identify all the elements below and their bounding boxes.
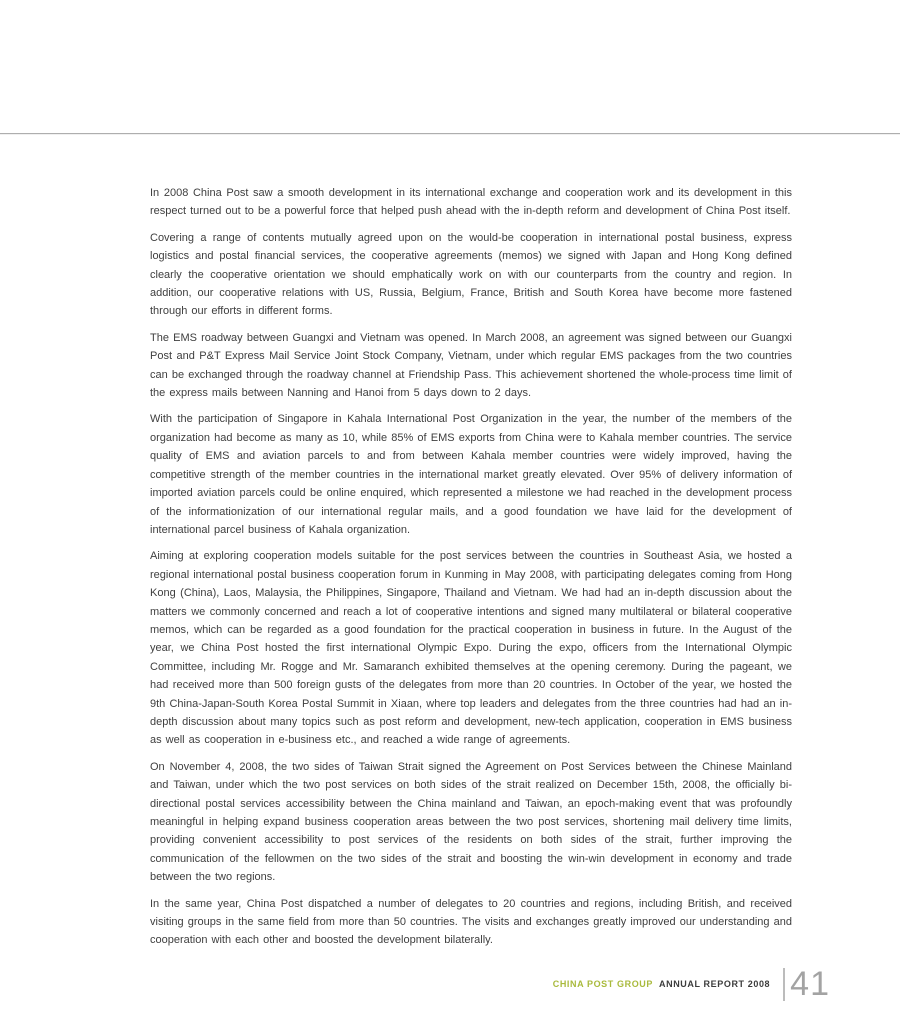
page-footer <box>553 967 830 1001</box>
paragraph-cooperative-agreements: Covering a range of contents mutually agreed upon on the would-be cooperation in international postal business, express logistics and postal financial services, the cooperative agreements (memos) we signed with Japan and Hong Kong defined clearly the cooperative orientation we should emphatically work on with our counterparts from the country and region. In addition, our cooperative relations with US, Russia, Belgium, France, British and South Korea have become more fastened through our efforts in different forms. <box>150 231 792 318</box>
paragraph-kahala-organization: With the participation of Singapore in Kahala International Post Organization in the year, the number of the members of the organization had become as many as 10, while 85% of EMS exports from China were to Kahala member countries. The service quality of EMS and aviation parcels to and from between Kahala member countries were widely improved, having the competitive strength of the member countries in the international market greatly elevated. Over 95% of delivery information of imported aviation parcels could be online enquired, which represented a milestone we had reached in the development process of the informationization of our international regular mails, and a good foundation we have laid for the development of international parcel business of Kahala organization. <box>150 413 792 536</box>
footer-brand: CHINA POST GROUP <box>552 979 653 989</box>
footer-divider <box>783 968 785 1001</box>
paragraph-taiwan-agreement: On November 4, 2008, the two sides of Taiwan Strait signed the Agreement on Post Services between the Chinese Mainland and Taiwan, under which the two post services on both sides of the strait realized on December 15th, 2008, the officially bi-directional postal services accessibility between the China mainland and Taiwan, an epoch-making event that was profoundly meaningful in helping expand business cooperation areas between the two post services, shortening mail delivery time limits, providing convenient accessibility to post services of the residents on both sides of the strait, further improving the communication of the fellowmen on the two sides of the strait and boosting the win-win development in economy and trade between the two regions. <box>150 760 792 884</box>
body-text <box>150 184 792 958</box>
header-rule <box>0 133 900 134</box>
paragraph-intl-cooperation-intro: In 2008 China Post saw a smooth development in its international exchange and cooperation work and its development in this respect turned out to be a powerful force that helped push ahead with the in-depth reform and development of China Post itself. <box>150 187 792 218</box>
footer-report-title: ANNUAL REPORT 2008 <box>659 979 771 989</box>
paragraph-delegates-exchanges: In the same year, China Post dispatched a number of delegates to 20 countries and regions, including British, and received visiting groups in the same field from more than 50 countries. The visits and exchanges greatly improved our understanding and cooperation with each other and boosted the development bilaterally. <box>150 897 792 947</box>
page-number: 41 <box>790 965 830 1003</box>
paragraph-ems-roadway: The EMS roadway between Guangxi and Vietnam was opened. In March 2008, an agreement was signed between our Guangxi Post and P&T Express Mail Service Joint Stock Company, Vietnam, under which regular EMS packages from the two countries can be exchanged through the roadway channel at Friendship Pass. This achievement shortened the whole-process time limit of the express mails between Nanning and Hanoi from 5 days down to 2 days. <box>150 331 792 400</box>
paragraph-forums-and-summits: Aiming at exploring cooperation models suitable for the post services between the countries in Southeast Asia, we hosted a regional international postal business cooperation forum in Kunming in May 2008, with participating delegates coming from Hong Kong (China), Laos, Malaysia, the Philippines, Singapore, Thailand and Vietnam. We had had an in-depth discussion about the matters we commonly concerned and reach a lot of cooperative intentions and signed many multilateral or bilateral cooperative memos, which can be regarded as a good foundation for the practical cooperation in business in future. In the August of the year, we China Post hosted the first international Olympic Expo. During the expo, officers from the International Olympic Committee, including Mr. Rogge and Mr. Samaranch exhibited themselves at the opening ceremony. During the pageant, we had received more than 500 foreign gusts of the delegates from more than 20 countries. In October of the year, we hosted the 9th China-Japan-South Korea Postal Summit in Xiaan, where top leaders and delegates from the three countries had had an in-depth discussion about many topics such as post reform and development, new-tech application, cooperation in EMS business as well as cooperation in e-business etc., and reached a wide range of agreements. <box>150 550 792 747</box>
